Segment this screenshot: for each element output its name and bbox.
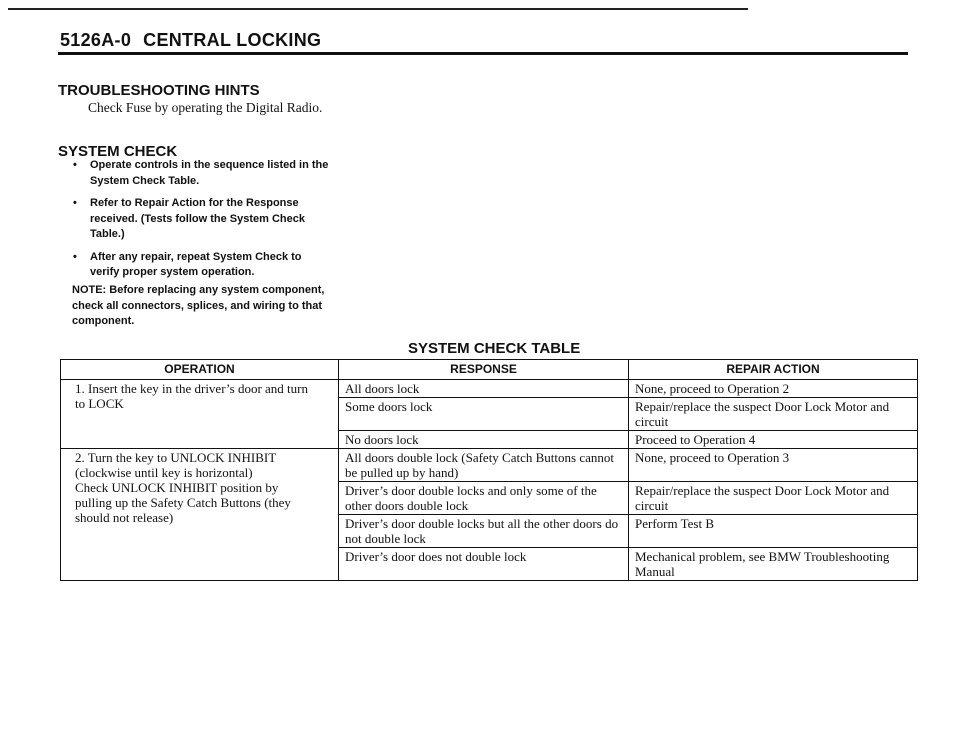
section-title: CENTRAL LOCKING: [143, 30, 322, 50]
action-cell: Proceed to Operation 4: [629, 431, 918, 449]
table-header-row: [61, 360, 918, 380]
action-cell: Mechanical problem, see BMW Troubleshooting Manual: [629, 548, 918, 581]
response-cell: Driver’s door double locks but all the other doors do not double lock: [339, 515, 629, 548]
section-code: 5126A-0: [60, 30, 132, 50]
bullet-icon: •: [73, 250, 77, 263]
column-header: RESPONSE: [339, 360, 629, 380]
page-title: [60, 30, 321, 51]
column-header: OPERATION: [61, 360, 339, 380]
bullet-icon: •: [73, 159, 77, 171]
table-row: [61, 449, 918, 482]
response-cell: All doors double lock (Safety Catch Buttons cannot be pulled up by hand): [339, 449, 629, 482]
operation-cell: 2. Turn the key to UNLOCK INHIBIT (clockwise until key is horizontal) Check UNLOCK INHIBIT position by pulling up the Safety Catch Buttons (they should not release): [61, 449, 339, 581]
system-check-table: [60, 359, 918, 581]
table-title: SYSTEM CHECK TABLE: [408, 340, 581, 357]
note-text: NOTE: Before replacing any system component, check all connectors, splices, and wiring to that component.: [72, 284, 325, 327]
action-cell: Repair/replace the suspect Door Lock Motor and circuit: [629, 398, 918, 431]
action-cell: Repair/replace the suspect Door Lock Motor and circuit: [629, 482, 918, 515]
list-item: • After any repair, repeat System Check to verify proper system operation.: [73, 250, 302, 278]
table-row: [61, 380, 918, 398]
action-cell: Perform Test B: [629, 515, 918, 548]
response-cell: No doors lock: [339, 431, 629, 449]
troubleshooting-heading: TROUBLESHOOTING HINTS: [58, 82, 260, 99]
header-rule: [58, 52, 908, 55]
list-item: • Operate controls in the sequence listed in the System Check Table.: [73, 159, 329, 187]
action-cell: None, proceed to Operation 2: [629, 380, 918, 398]
troubleshooting-text: Check Fuse by operating the Digital Radio.: [88, 100, 323, 115]
operation-cell: 1. Insert the key in the driver’s door and turn to LOCK: [61, 380, 339, 449]
response-cell: All doors lock: [339, 380, 629, 398]
response-cell: Driver’s door does not double lock: [339, 548, 629, 581]
column-header: REPAIR ACTION: [629, 360, 918, 380]
list-item: • Refer to Repair Action for the Response received. (Tests follow the System Check Table.): [73, 197, 305, 240]
bullet-icon: •: [73, 197, 77, 209]
system-check-bullets: [70, 158, 330, 288]
top-rule: [8, 8, 748, 10]
response-cell: Some doors lock: [339, 398, 629, 431]
system-check-heading: SYSTEM CHECK: [58, 143, 178, 160]
response-cell: Driver’s door double locks and only some of the other doors double lock: [339, 482, 629, 515]
action-cell: None, proceed to Operation 3: [629, 449, 918, 482]
